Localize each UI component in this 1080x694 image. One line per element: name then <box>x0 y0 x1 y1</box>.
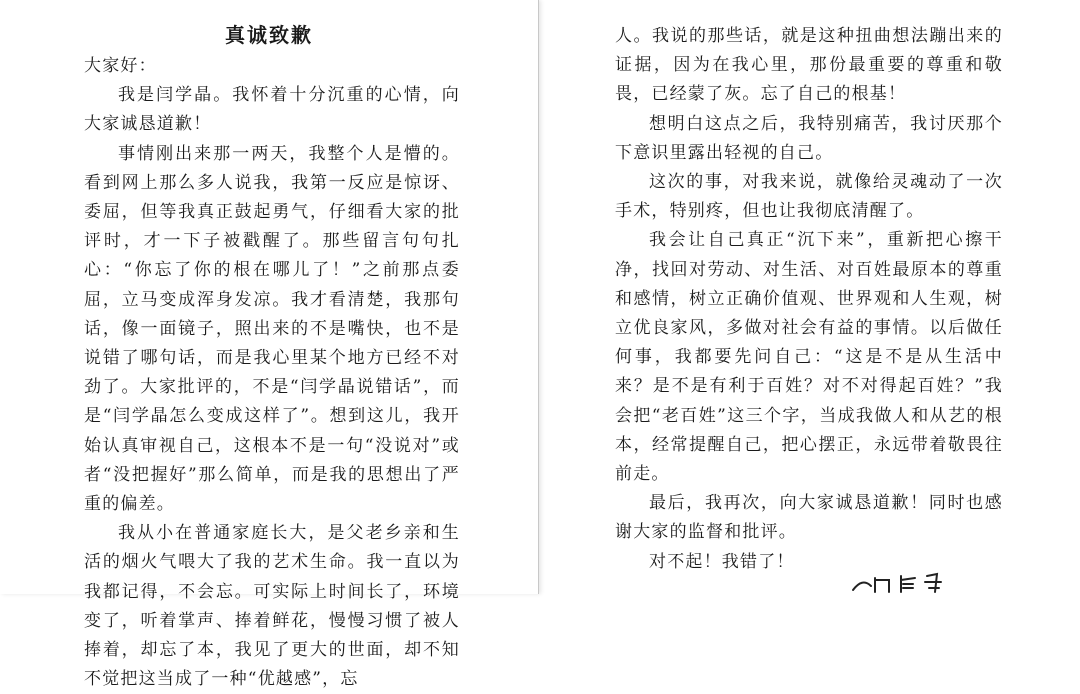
document-title: 真诚致歉 <box>225 23 313 47</box>
closing-line: 对不起！我错了！ <box>649 551 795 572</box>
paragraph-continued: 人。我说的那些话，就是这种扭曲想法蹦出来的证据，因为在我心里，那份最重要的尊重和敬畏，已经蒙了灰。忘了自己的根基！ <box>615 26 1003 105</box>
paragraph: 事情刚出来那一两天，我整个人是懵的。看到网上那么多人说我，我第一反应是惊讶、委屈，但等我真正鼓起勇气，仔细看大家的批评时，才一下子被戳醒了。那些留言句句扎心：“你忘了你的根在哪儿了！”之前那点委屈，立马变成浑身发凉。我才看清楚，我那句话，像一面镜子，照出来的不是嘴快，也不是说错了哪句话，而是我心里某个地方已经不对劲了。大家批评的，不是“闫学晶说错话”，而是“闫学晶怎么变成这样了”。想到这儿，我开始认真审视自己，这根本不是一句“没说对”或者“没把握好”那么简单，而是我的思想出了严重的偏差。 <box>84 143 460 515</box>
left-column-text <box>84 52 460 694</box>
handwritten-signature <box>845 570 965 594</box>
paragraph: 最后，我再次，向大家诚恳道歉！同时也感谢大家的监督和批评。 <box>615 493 1003 543</box>
right-page <box>545 0 1080 594</box>
paragraph: 我会让自己真正“沉下来”，重新把心擦干净，找回对劳动、对生活、对百姓最原本的尊重和感情，树立正确价值观、世界观和人生观，树立优良家风，多做对社会有益的事情。以后做任何事，我都要先问自己：“这是不是从生活中来？是不是有利于百姓？对不对得起百姓？”我会把“老百姓”这三个字，当成我做人和从艺的根本，经常提醒自己，把心摆正，永远带着敬畏往前走。 <box>615 230 1003 485</box>
paragraph: 我从小在普通家庭长大，是父老乡亲和生活的烟火气喂大了我的艺术生命。我一直以为我都记得，不会忘。可实际上时间长了，环境变了，听着掌声、捧着鲜花，慢慢习惯了被人捧着，却忘了本，我见了更大的世面，却不知不觉把这当成了一种“优越感”，忘 <box>84 523 460 690</box>
right-column-text <box>615 22 1003 577</box>
paragraph: 我是闫学晶。我怀着十分沉重的心情，向大家诚恳道歉！ <box>84 85 460 135</box>
greeting: 大家好： <box>84 56 157 76</box>
left-page <box>0 0 539 690</box>
paragraph: 想明白这点之后，我特别痛苦，我讨厌那个下意识里露出轻视的自己。 <box>615 113 1003 163</box>
paragraph: 这次的事，对我来说，就像给灵魂动了一次手术，特别疼，但也让我彻底清醒了。 <box>615 172 1003 222</box>
